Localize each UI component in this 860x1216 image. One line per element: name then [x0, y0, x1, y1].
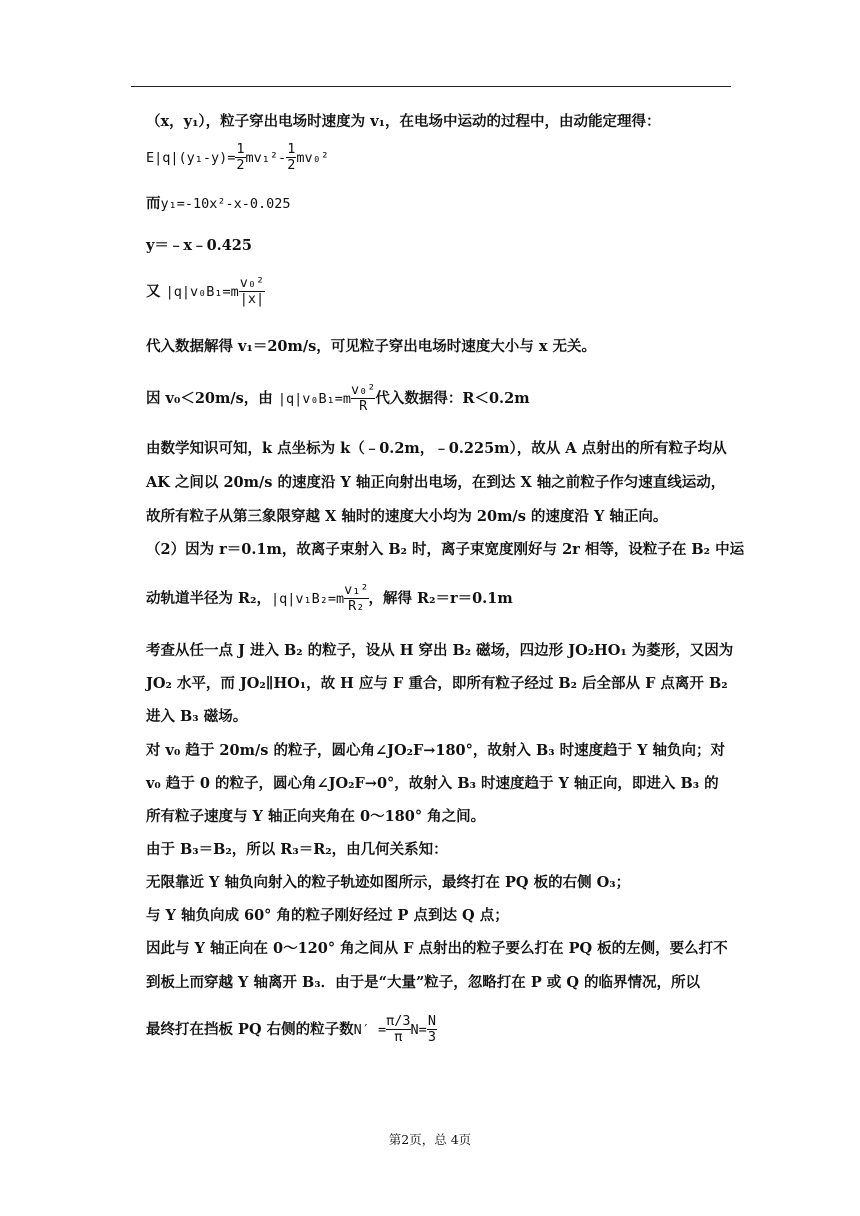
text-line-1: （x，y₁），粒子穿出电场时速度为 v₁，在电场中运动的过程中，由动能定理得：: [146, 113, 661, 130]
text-line-6: 代入数据解得 v₁＝20m/s，可见粒子穿出电场时速度大小与 x 无关。: [146, 338, 597, 355]
text-line-16: 对 v₀ 趋于 20m/s 的粒子，圆心角∠JO₂F→180°，故射入 B₃ 时速度趋于 Y 轴负向；对: [146, 742, 726, 759]
eq4-left: |q|v₁B₂=m: [270, 590, 345, 607]
eq3-fraction: $\frac{\text{v₀²}}{R}$: [351, 382, 376, 414]
text-line-8: 由数学知识可知，k 点坐标为 k（﹣0.2m，﹣0.225m），故从 A 点射出的所有粒子均从: [146, 440, 727, 457]
eq5-mid: N=: [410, 1021, 427, 1038]
text-line-3: 而y₁=-10x²-x-0.025: [146, 195, 291, 212]
text-line-15: 进入 B₃ 磁场。: [146, 708, 248, 725]
text-line-19: 由于 B₃＝B₂，所以 R₃＝R₂，由几何关系知：: [146, 841, 448, 858]
text-line-7: 因 v₀＜20m/s，由 |q|v₀B₁=m $\frac{\text{v₀²}}{R}$ 代入数据得：R＜0.2m: [146, 382, 530, 414]
text-line-10: 故所有粒子从第三象限穿越 X 轴时的速度大小均为 20m/s 的速度沿 Y 轴正向。: [146, 508, 668, 525]
text-line-9: AK 之间以 20m/s 的速度沿 Y 轴正向射出电场，在到达 X 轴之前粒子作匀速直线运动，: [146, 474, 726, 491]
eq1-half-fraction-2: $\frac{1}{2}$: [287, 141, 296, 173]
eq1-left: E|q|(y₁-y)=: [146, 149, 236, 166]
page-footer: 第2页，总 4页: [388, 1132, 472, 1147]
y1-equation: y₁=-10x²-x-0.025: [160, 196, 291, 212]
text-line-4: y＝﹣x﹣0.425: [146, 237, 252, 254]
eq3-left: |q|v₀B₁=m: [277, 390, 352, 407]
energy-equation: [146, 142, 329, 173]
text-line-24: 最终打在挡板 PQ 右侧的粒子数N′ = $\frac{\pi/3}{\pi}$ N= $\frac{N}{3}$: [146, 1013, 436, 1045]
eq1-mid: mv₁²-: [245, 149, 287, 166]
text-line-18: 所有粒子速度与 Y 轴正向夹角在 0～180° 角之间。: [146, 808, 486, 825]
eq5-fraction-2: $\frac{N}{3}$: [427, 1013, 436, 1045]
text-line-21: 与 Y 轴负向成 60° 角的粒子刚好经过 P 点到达 Q 点；: [146, 907, 509, 924]
eq1-half-fraction: $\frac{1}{2}$: [236, 141, 245, 173]
text-line-14: JO₂ 水平，而 JO₂∥HO₁，故 H 应与 F 重合，即所有粒子经过 B₂ 后全部从 F 点离开 B₂: [146, 675, 728, 692]
text-line-12: 动轨道半径为 R₂，|q|v₁B₂=m $\frac{\text{v₁²}}{\text{R₂}}$ ，解得 R₂＝r＝0.1m: [146, 582, 513, 614]
eq2-left: |q|v₀B₁=m: [165, 283, 239, 300]
eq4-fraction: $\frac{\text{v₁²}}{\text{R₂}}$: [344, 582, 369, 614]
text-line-22: 因此与 Y 轴正向在 0～120° 角之间从 F 点射出的粒子要么打在 PQ 板的左侧，要么打不: [146, 940, 728, 957]
eq5-left: N′ =: [353, 1021, 387, 1038]
text-line-13: 考查从任一点 J 进入 B₂ 的粒子，设从 H 穿出 B₂ 磁场，四边形 JO₂HO₁ 为菱形，又因为: [146, 642, 734, 659]
eq1-end: mv₀²: [296, 149, 329, 166]
text-line-11: （2）因为 r＝0.1m，故离子束射入 B₂ 时，离子束宽度刚好与 2r 相等，设粒子在 B₂ 中运: [146, 541, 745, 558]
text-line-5: 又 |q|v₀B₁=m $\frac{\text{v₀²}}{|x|}$: [146, 275, 265, 307]
eq2-fraction: $\frac{\text{v₀²}}{|x|}$: [239, 275, 265, 307]
text-line-17: v₀ 趋于 0 的粒子，圆心角∠JO₂F→0°，故射入 B₃ 时速度趋于 Y 轴正向，即进入 B₃ 的: [146, 775, 719, 792]
text-line-23: 到板上而穿越 Y 轴离开 B₃．由于是“大量”粒子，忽略打在 P 或 Q 的临界情况，所以: [146, 974, 701, 991]
header-rule: [131, 86, 731, 87]
eq5-fraction: $\frac{\pi/3}{\pi}$: [386, 1013, 411, 1045]
text-line-20: 无限靠近 Y 轴负向射入的粒子轨迹如图所示，最终打在 PQ 板的右侧 O₃；: [146, 874, 631, 891]
